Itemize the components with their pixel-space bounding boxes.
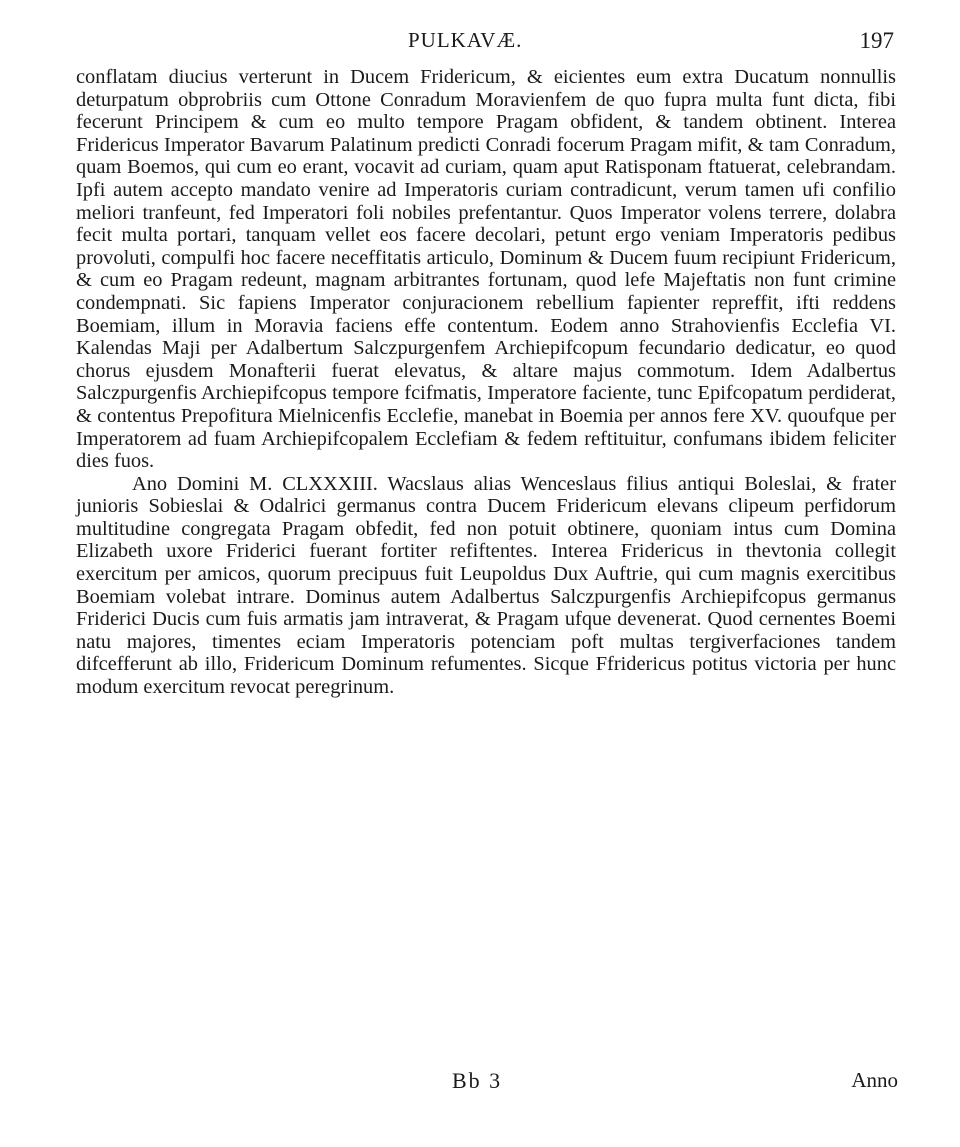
paragraph-continued: conflatam diucius verterunt in Ducem Fridericum, & eicientes eum extra Ducatum nonnullis deturpatum obprobriis cum Ottone Conradum Moravienfem de quo fupra multa funt dicta, fibi fecerunt Principem & cum eo multo tempore Pragam obfident, & tandem obtinent. Interea Fridericus Imperator Bavarum Palatinum predicti Conradi focerum Pragam mifit, & tam Conradum, quam Boemos, qui cum eo erant, vocavit ad curiam, quam aput Ratisponam ftatuerat, celebrandam. Ipfi autem accepto mandato venire ad Imperatoris curiam contradicunt, verum tamen ufi confilio meliori tranfeunt, fed Imperatori foli nobiles prefentantur. Quos Imperator volens terrere, dolabra fecit multa portari, tanquam vellet eos facere decolari, petunt ergo veniam Imperatoris pedibus provoluti, compulfi hoc facere neceffitatis articulo, Dominum & Ducem fuum recipiunt Fridericum, & cum eo Pragam redeunt, magnam arbitrantes fortunam, quod lefe Majeftatis non funt crimine condempnati. Sic fapiens Imperator conjuracionem rebellium fapienter repreffit, ifti reddens Boemiam, illum in Moravia faciens effe contentum. Eodem anno Strahovienfis Ecclefia VI. Kalendas Maji per Adalbertum Salczpurgenfem Archiepifcopum fecundario dedicatur, eo quod chorus ejusdem Monafterii fuerat elevatus, & altare majus commotum. Idem Adalbertus Salczpurgenfis Archiepifcopus tempore fcifmatis, Imperatore faciente, tunc Epifcopatum perdiderat, & contentus Prepofitura Mielnicenfis Ecclefie, manebat in Boemia per annos fere XV. quoufque per Imperatorem ad fuam Archiepifcopalem Ecclefiam & fedem reftituitur, confumans ibidem feliciter dies fuos. bbox=[76, 66, 896, 473]
running-title: PULKAVÆ. bbox=[408, 28, 523, 52]
body-text bbox=[76, 66, 896, 699]
catchword: Anno bbox=[851, 1068, 898, 1092]
signature-mark: Bb 3 bbox=[452, 1068, 503, 1093]
page-footer bbox=[0, 1068, 960, 1102]
running-head bbox=[0, 28, 960, 58]
page-number: 197 bbox=[859, 28, 894, 53]
paragraph-anno-1183: Ano Domini M. CLXXXIII. Wacslaus alias Wenceslaus filius antiqui Boleslai, & frater junioris Sobieslai & Odalrici germanus contra Ducem Fridericum elevans clipeum perfidorum multitudine congregata Pragam obfedit, fed non potuit obtinere, quoniam intus cum Domina Elizabeth uxore Friderici fuerant fortiter refiftentes. Interea Fridericus in thevtonia collegit exercitum per amicos, quorum precipuus fuit Leupoldus Dux Auftrie, qui cum magnis exercitibus Boemiam volebat intrare. Dominus autem Adalbertus Salczpurgenfis Archiepifcopus germanus Friderici Ducis cum fuis armatis jam intraverat, & Pragam ufque devenerat. Quod cernentes Boemi natu majores, timentes eciam Imperatoris potenciam poft multas tergiverfaciones tandem difcefferunt ab illo, Fridericum Dominum refumentes. Sicque Ffridericus potitus victoria per hunc modum exercitum revocat peregrinum. bbox=[76, 472, 896, 699]
